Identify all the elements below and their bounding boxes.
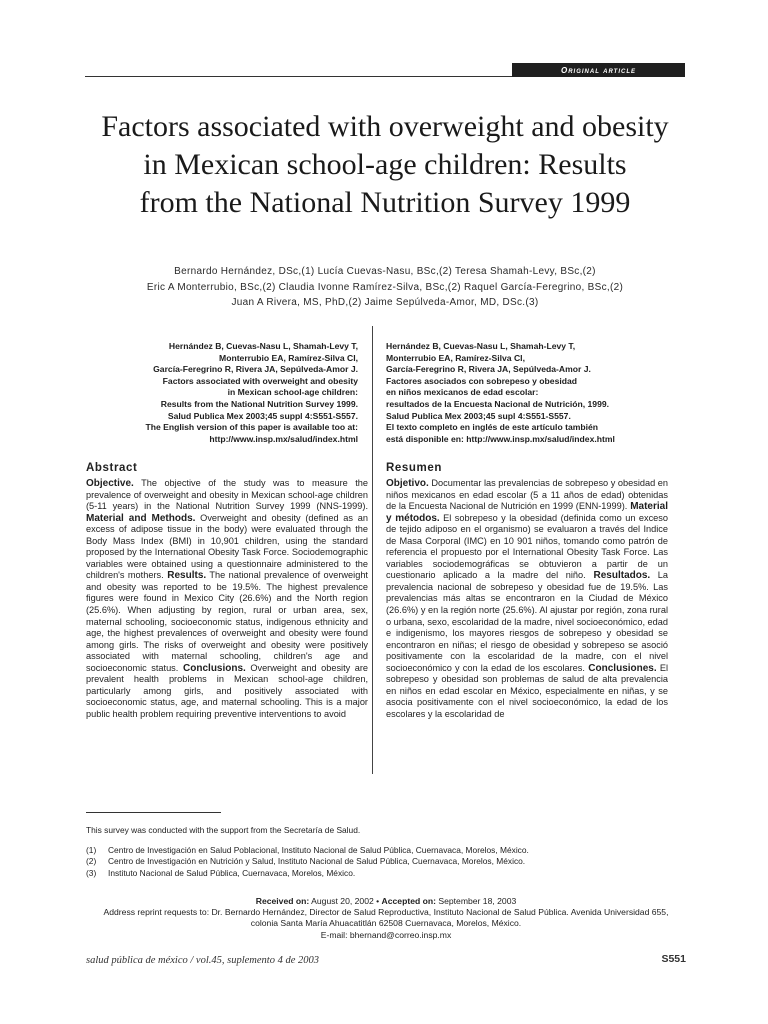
title-line: from the National Nutrition Survey 1999 bbox=[139, 186, 631, 219]
accepted-label: Accepted on: bbox=[381, 896, 436, 906]
page-number: S551 bbox=[661, 953, 686, 965]
conclusions-label: Conclusions. bbox=[178, 662, 246, 674]
citation-line: Hernández B, Cuevas-Nasu L, Shamah-Levy T, bbox=[386, 341, 576, 351]
citation-line: García-Feregrino R, Rivera JA, Sepúlveda-Amor J. bbox=[153, 364, 358, 375]
objective-label: Objective. bbox=[86, 478, 134, 489]
citation-line: The English version of this paper is available too at: bbox=[145, 422, 358, 433]
received-label: Received on: bbox=[255, 896, 310, 906]
affiliation-item bbox=[86, 856, 686, 867]
conclusiones-text: El sobrepeso y obesidad son problemas de salud de alta prevalencia en niños en edad escolar en México, especialmente en niñas, y se asocia positivamente con el nivel socioeconómico, la edad de los escolares y la escolaridad de bbox=[386, 662, 668, 719]
citation-line: resultados de la Encuesta Nacional de Nutrición, 1999. bbox=[386, 398, 610, 409]
citation-line: Monterrubio EA, Ramírez-Silva CI, bbox=[386, 352, 525, 363]
title-line: Factors associated with overweight and obesity bbox=[101, 110, 669, 143]
contact-email[interactable]: E-mail: bhernand@correo.insp.mx bbox=[320, 929, 452, 940]
citation-line: El texto completo en inglés de este artículo también bbox=[386, 422, 599, 433]
affiliation-item bbox=[86, 845, 686, 856]
resultados-label: Resultados. bbox=[585, 570, 651, 582]
journal-footer: salud pública de méxico / vol.45, suplemento 4 de 2003 bbox=[86, 955, 319, 966]
received-dates bbox=[86, 896, 686, 907]
citation-line: Factors associated with overweight and obesity bbox=[162, 375, 358, 386]
citation-spanish bbox=[386, 341, 668, 445]
objetivo-label: Objetivo. bbox=[386, 478, 429, 489]
citation-line: Salud Publica Mex 2003;45 supl 4:S551-S557. bbox=[386, 410, 571, 421]
received-info bbox=[86, 896, 686, 941]
affiliation-number: (3) bbox=[86, 867, 97, 878]
reprint-address: colonia Santa María Ahuacatitlán 62508 Cuernavaca, Morelos, México. bbox=[250, 918, 522, 929]
reprint-address: Address reprint requests to: Dr. Bernardo Hernández, Director de Salud Reproductiva, Instituto Nacional de Salud Pública. Avenida Universidad 655, bbox=[103, 907, 669, 918]
citation-link[interactable]: http://www.insp.mx/salud/index.html bbox=[209, 433, 358, 444]
methods-label: Material and Methods. bbox=[86, 512, 196, 524]
results-label: Results. bbox=[163, 570, 207, 582]
column-divider bbox=[372, 326, 373, 774]
accepted-date: September 18, 2003 bbox=[435, 896, 517, 906]
affiliation-number: (2) bbox=[86, 856, 97, 867]
title-line: in Mexican school-age children: Results bbox=[143, 148, 627, 181]
affiliation-item bbox=[86, 868, 686, 879]
methods-text: Overweight and obesity (defined as an excess of adipose tissue in the body) were evaluated through the Body Mass Index (BMI) in 10,901 children, using the standard proposed by the International Obesity Task Force. Sociodemographic variables were obtained using a questionnaire administered to the children's mothers. bbox=[86, 512, 368, 581]
resumen-column bbox=[386, 462, 668, 720]
resumen-text bbox=[386, 478, 668, 720]
abstract-text bbox=[86, 478, 368, 720]
author-list bbox=[95, 264, 675, 311]
citation-line: in Mexican school-age children: bbox=[227, 387, 358, 398]
affiliation-text: Instituto Nacional de Salud Pública, Cuernavaca, Morelos, México. bbox=[108, 867, 356, 878]
objective-text: The objective of the study was to measure the prevalence of overweight and obesity in Mexican school-age children (5-11 years) in the National Nutrition Survey 1999 (NNS-1999). bbox=[86, 478, 368, 512]
affiliation-text: Centro de Investigación en Salud Poblacional, Instituto Nacional de Salud Pública, Cuernavaca, Morelos, México. bbox=[108, 845, 529, 855]
citation-line: García-Feregrino R, Rivera JA, Sepúlveda-Amor J. bbox=[386, 364, 591, 375]
citation-line: en niños mexicanos de edad escolar: bbox=[386, 387, 539, 398]
results-text: The national prevalence of overweight and obesity was reported to be 19.5%. The highest prevalence figures were found in Mexico City (26.6%) and the North region (25.6%). When adjusting by region, rural or urban area, sex, maternal schooling, socioeconomic status, indigenous ethnicity and age, the highest prevalences of overweight and obesity were found among girls. The risks of overweight and obesity were positively associated with maternal schooling, children's age and socioeconomic status. bbox=[86, 570, 368, 673]
conclusions-text: Overweight and obesity are prevalent health problems in Mexican school-age children, particularly among girls, and positively associated with socioeconomic status, age, and maternal schooling. This is a major public health problem requiring preventive interventions to avoid bbox=[86, 662, 368, 719]
metodos-label: Material y métodos. bbox=[386, 501, 668, 524]
citation-line: Monterrubio EA, Ramírez-Silva CI, bbox=[219, 352, 358, 363]
author-line: Juan A Rivera, MS, PhD,(2) Jaime Sepúlveda-Amor, MD, DSc.(3) bbox=[231, 297, 539, 308]
objetivo-text: Documentar las prevalencias de sobrepeso y obesidad en niños mexicanos en edad escolar (5 a 11 años de edad) obtenidas de la Encuesta Nacional de Nutrición en 1999 (ENN-1999). bbox=[386, 478, 668, 512]
resultados-text: La prevalencia nacional de sobrepeso y obesidad fue de 19.5%. Las prevalencias más altas se encontraron en la Ciudad de México (26.6%) y en la región norte (25.6%). Al ajustar por región, zona rural o urbana, sexo, escolaridad de la madre, nivel socioeconómico, edad e indigenismo, los mayores riesgos de sobrepeso y obesidad se encontraron en niñas; el riesgo de obesidad y sobrepeso se asoció positivamente con la escolaridad de la madre, con el nivel socioeconómico y con la edad de los escolares. bbox=[386, 570, 668, 673]
author-line: Eric A Monterrubio, BSc,(2) Claudia Ivonne Ramírez-Silva, BSc,(2) Raquel García-Feregrino, BSc,(2) bbox=[146, 281, 624, 293]
resumen-heading: Resumen bbox=[386, 462, 442, 474]
footnote-rule bbox=[86, 812, 221, 813]
metodos-text: El sobrepeso y la obesidad (definida como un exceso de tejido adiposo en el organismo) se evaluaron a través del Indice de Masa Corporal (IMC) en 10 901 niños, tomando como patrón de referencia el propuesto por el International Obesity Task Force. Las variables sociodemográficas se obtuvieron a partir de un cuestionario aplicado a la madre del niño. bbox=[386, 512, 668, 581]
citation-english bbox=[76, 341, 358, 445]
citation-line: Salud Publica Mex 2003;45 suppl 4:S551-S557. bbox=[167, 410, 358, 421]
abstract-heading: Abstract bbox=[86, 462, 138, 474]
support-note: This survey was conducted with the support from the Secretaría de Salud. bbox=[86, 825, 361, 835]
citation-line: Results from the National Nutrition Survey 1999. bbox=[160, 398, 358, 409]
affiliation-number: (1) bbox=[86, 845, 97, 855]
citation-line: Factores asociados con sobrepeso y obesidad bbox=[386, 375, 578, 386]
abstract-column bbox=[86, 462, 368, 720]
article-type-tag: Original article bbox=[512, 63, 685, 77]
author-line: Bernardo Hernández, DSc,(1) Lucía Cuevas-Nasu, BSc,(2) Teresa Shamah-Levy, BSc,(2) bbox=[174, 266, 596, 277]
citation-link[interactable]: está disponible en: http://www.insp.mx/salud/index.html bbox=[386, 433, 615, 444]
footnotes bbox=[86, 825, 686, 879]
affiliation-text: Centro de Investigación en Nutrición y Salud, Instituto Nacional de Salud Pública, Cuernavaca, Morelos, México. bbox=[108, 856, 526, 867]
citation-line: Hernández B, Cuevas-Nasu L, Shamah-Levy T, bbox=[168, 341, 358, 351]
conclusiones-label: Conclusiones. bbox=[584, 662, 657, 674]
article-title bbox=[70, 108, 700, 222]
received-date: August 20, 2002 • bbox=[309, 896, 382, 906]
